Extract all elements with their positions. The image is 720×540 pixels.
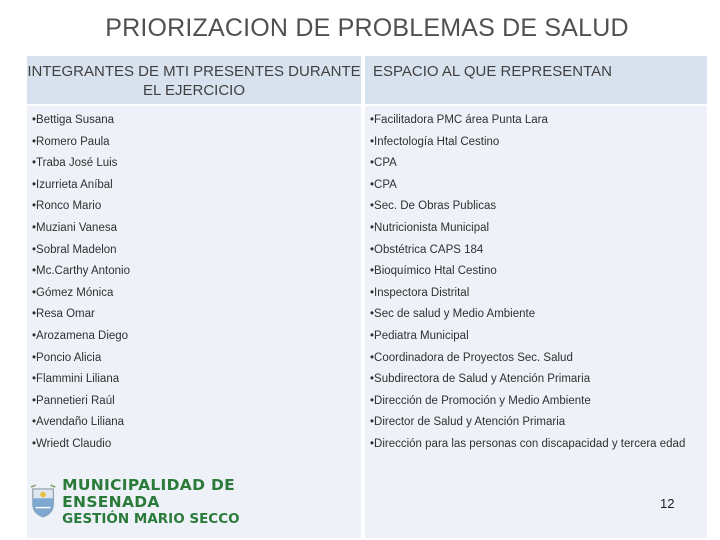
roles-column	[365, 106, 707, 538]
logo-municipality-name: MUNICIPALIDAD DE ENSENADA	[62, 476, 236, 511]
member-role: •Inspectora Distrital	[370, 286, 470, 299]
member-name: •Bettiga Susana	[32, 114, 115, 126]
member-name: •Mc.Carthy Antonio	[32, 265, 130, 278]
member-role: •Sec de salud y Medio Ambiente	[370, 308, 536, 321]
member-name: •Muziani Vanesa	[32, 221, 117, 234]
municipality-logo	[30, 476, 320, 527]
member-name: •Traba José Luis	[32, 157, 118, 170]
members-column	[27, 106, 361, 538]
member-role: •Subdirectora de Salud y Atención Primaria	[370, 373, 591, 386]
header-roles: ESPACIO AL QUE REPRESENTAN	[365, 56, 707, 104]
members-table	[27, 56, 707, 538]
page-title: PRIORIZACION DE PROBLEMAS DE SALUD	[105, 14, 629, 42]
member-role: •Dirección para las personas con discapacidad y tercera edad	[370, 437, 686, 450]
member-name: •Gómez Mónica	[32, 286, 114, 299]
table-body	[27, 106, 707, 538]
member-role: •Pediatra Municipal	[370, 329, 469, 342]
member-name: •Wriedt Claudio	[32, 437, 112, 450]
logo-administration: GESTIÓN MARIO SECCO	[62, 511, 240, 527]
member-role: •Facilitadora PMC área Punta Lara	[370, 114, 548, 126]
member-name: •Sobral Madelon	[32, 243, 117, 256]
member-role: •Coordinadora de Proyectos Sec. Salud	[370, 351, 573, 364]
member-role: •Director de Salud y Atención Primaria	[370, 416, 566, 429]
member-name: •Romero Paula	[32, 135, 110, 148]
member-name: •Ronco Mario	[32, 200, 102, 213]
member-role: •Dirección de Promoción y Medio Ambiente	[370, 394, 591, 407]
header-members: INTEGRANTES DE MTI PRESENTES DURANTE EL EJERCICIO	[27, 56, 361, 104]
member-name: •Pannetieri Raúl	[32, 394, 115, 407]
member-role: •Sec. De Obras Publicas	[370, 200, 497, 213]
coat-of-arms-icon	[30, 484, 56, 520]
member-role: •CPA	[370, 178, 397, 191]
table-header-row	[27, 56, 707, 104]
member-role: •Nutricionista Municipal	[370, 221, 490, 234]
member-name: •Avendaño Liliana	[32, 416, 125, 429]
page-number: 12	[660, 496, 675, 511]
member-role: •CPA	[370, 157, 397, 170]
member-name: •Flammini Liliana	[32, 373, 120, 386]
member-name: •Resa Omar	[32, 308, 95, 321]
member-name: •Poncio Alicia	[32, 351, 102, 364]
member-role: •Obstétrica CAPS 184	[370, 243, 484, 256]
member-role: •Infectología Htal Cestino	[370, 135, 500, 148]
member-name: •Arozamena Diego	[32, 329, 129, 342]
member-name: •Izurrieta Aníbal	[32, 178, 113, 191]
member-role: •Bioquímico Htal Cestino	[370, 265, 497, 278]
